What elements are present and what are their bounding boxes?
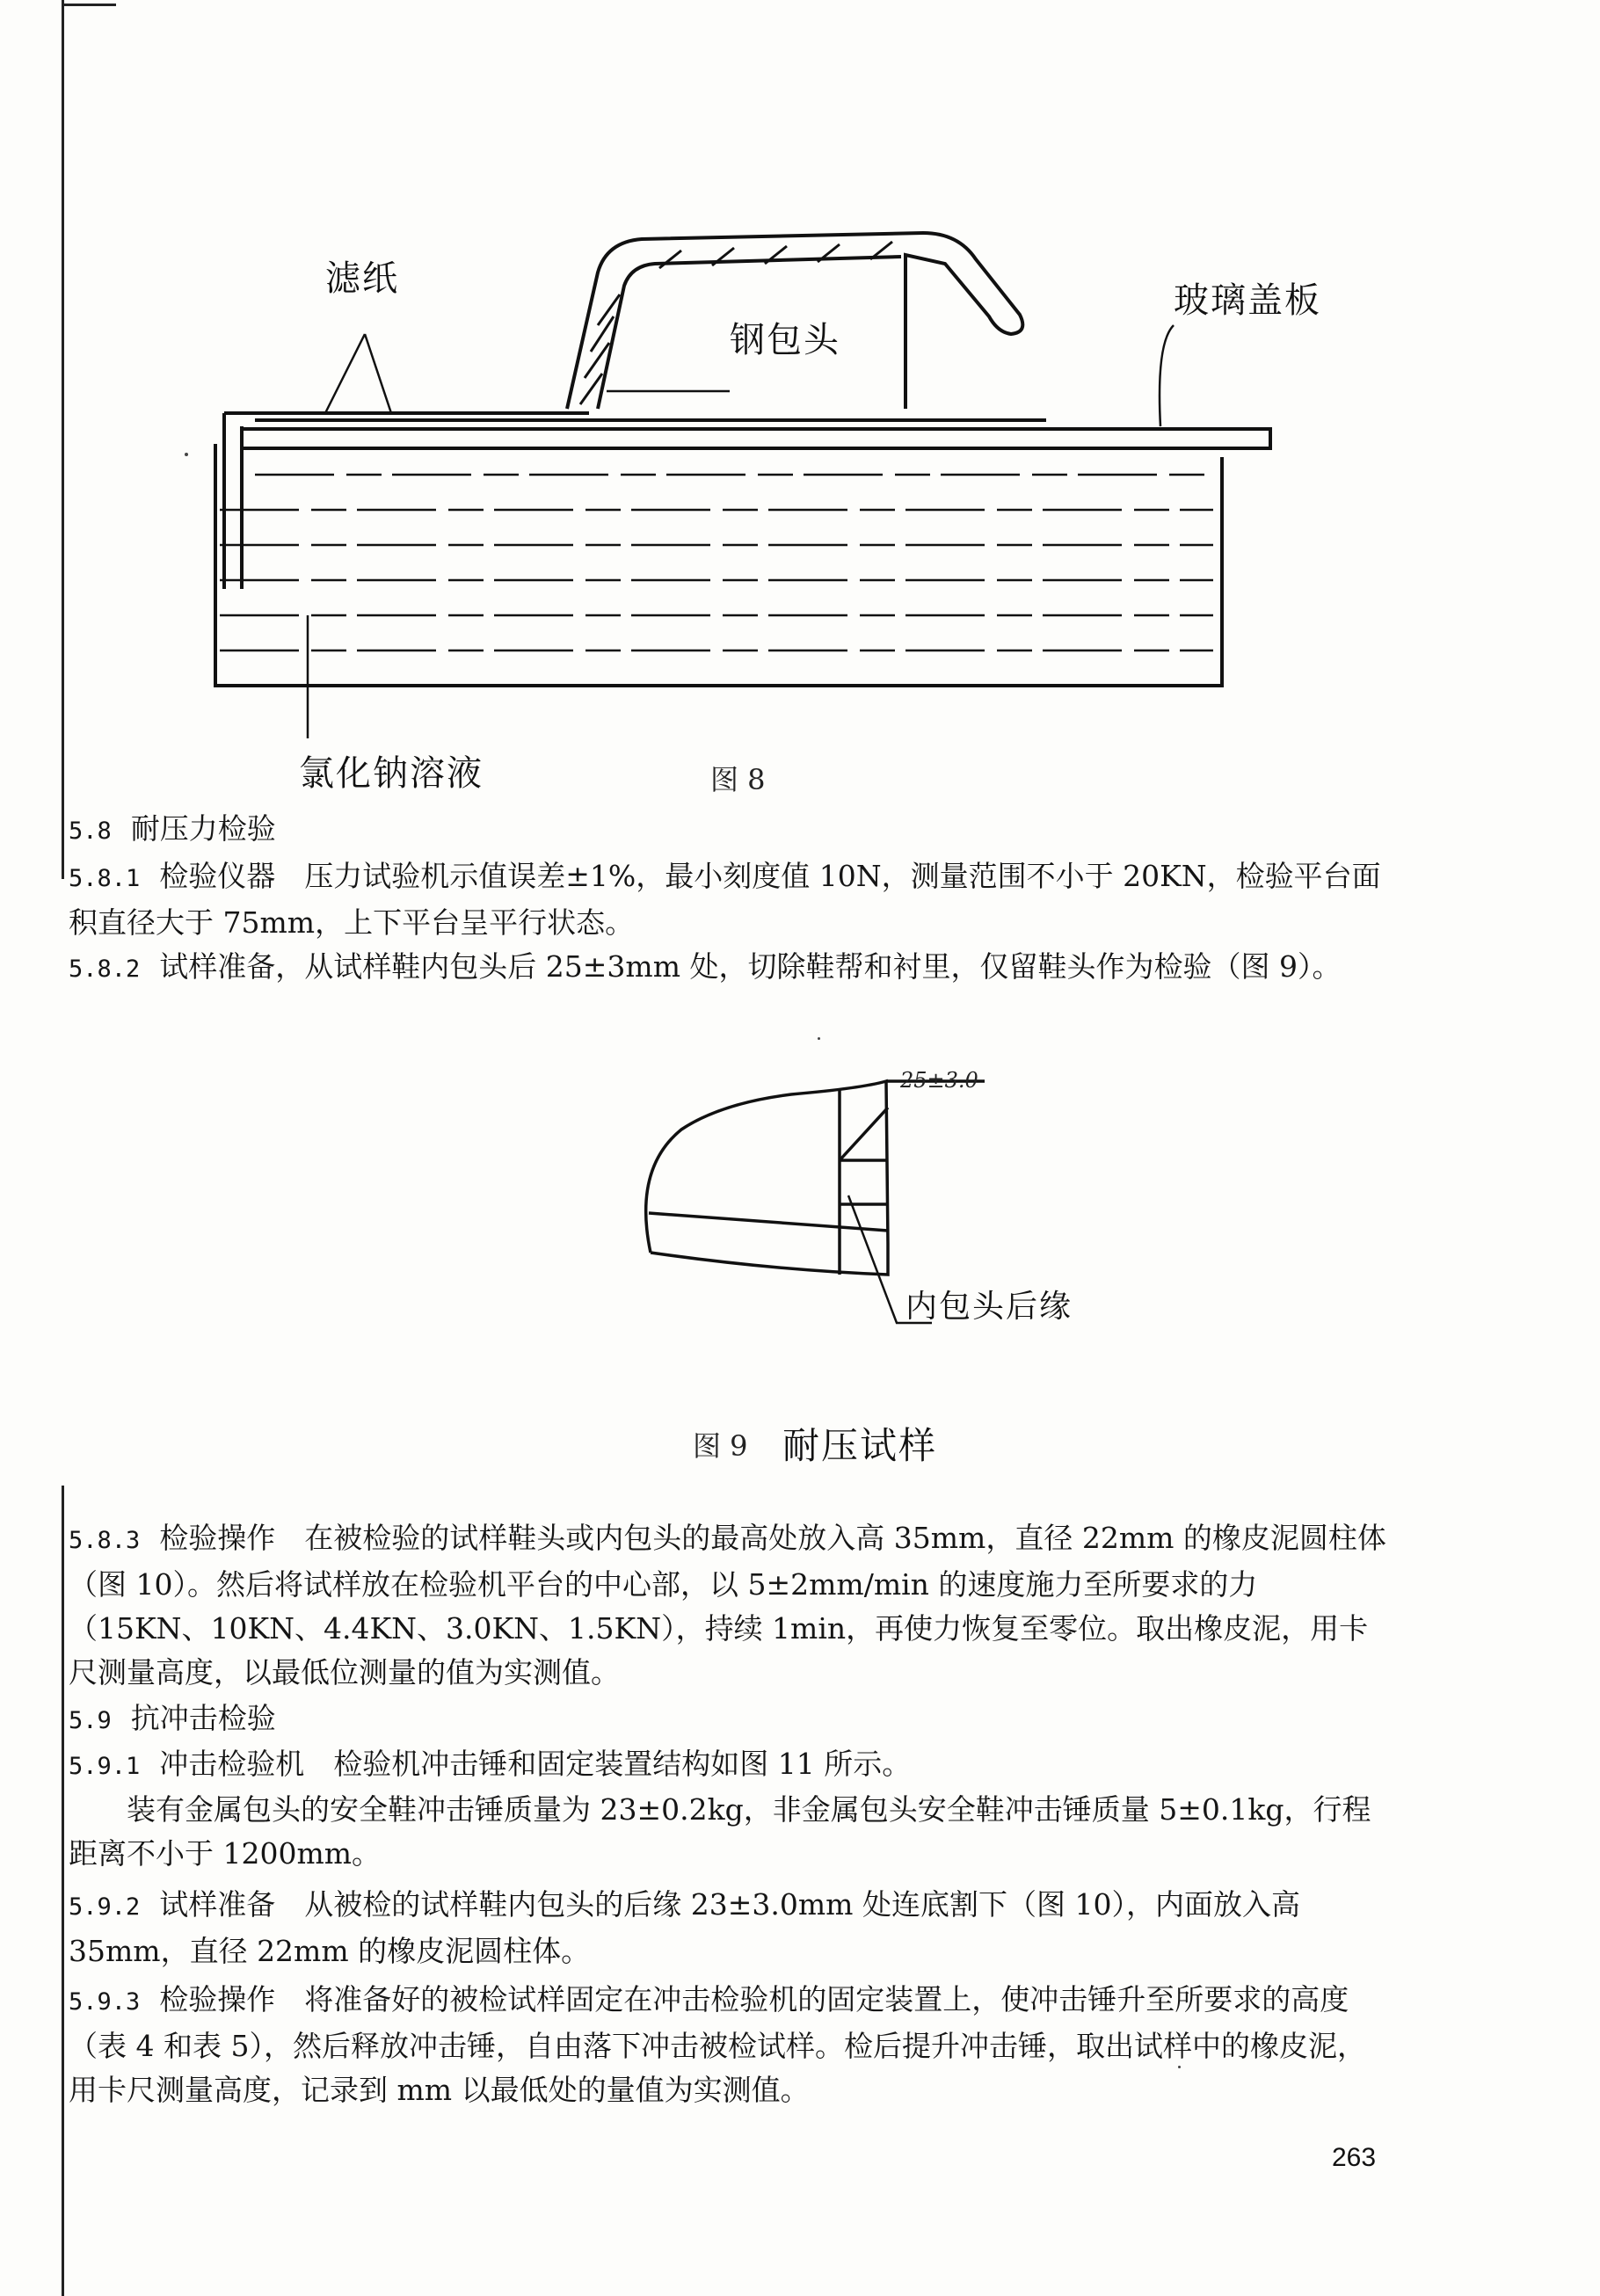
- label-nacl-solution: 氯化钠溶液: [299, 753, 484, 794]
- scan-speck: [1178, 2066, 1181, 2068]
- figure-9-caption-title: 耐压试样: [782, 1424, 938, 1467]
- section-5-8-1: 5.8.1 检验仪器 压力试验机示值误差±1%，最小刻度值 10N，测量范围不小于 20KN，检验平台面积直径大于 75mm，上下平台呈平行状态。: [69, 859, 1381, 940]
- figure-9-dimension: 25±3.0: [900, 1068, 978, 1093]
- scan-speck: [818, 1037, 820, 1040]
- section-heading-5-9: 5.9 抗冲击检验: [69, 1701, 276, 1735]
- figure-8-caption: 图 8: [710, 763, 766, 796]
- scan-speck: [185, 453, 188, 456]
- section-5-9-1: 5.9.1 冲击检验机 检验机冲击锤和固定装置结构如图 11 所示。: [69, 1747, 912, 1781]
- section-5-9-1-body: 装有金属包头的安全鞋冲击锤质量为 23±0.2kg，非金属包头安全鞋冲击锤质量 5±0.1kg，行程距离不小于 1200mm。: [69, 1792, 1371, 1871]
- label-inner-toe-edge: 内包头后缘: [905, 1289, 1073, 1325]
- label-glass-plate: 玻璃盖板: [1174, 280, 1321, 321]
- figure-9-caption-number: 图 9: [693, 1429, 748, 1463]
- margin-line-bottom: [62, 1486, 64, 2296]
- section-5-9-3: 5.9.3 检验操作 将准备好的被检试样固定在冲击检验机的固定装置上，使冲击锤升至所要求的高度（表 4 和表 5），然后释放冲击锤，自由落下冲击被检试样。检后提升冲击锤，取出试样中的橡皮泥，用卡尺测量高度，记录到 mm 以最低处的量值为实测值。: [69, 1982, 1366, 2107]
- label-steel-toe: 钢包头: [730, 320, 840, 360]
- section-5-9-2: 5.9.2 试样准备 从被检的试样鞋内包头的后缘 23±3.0mm 处连底割下（图 10），内面放入高 35mm，直径 22mm 的橡皮泥圆柱体。: [69, 1887, 1300, 1968]
- section-5-8-3: 5.8.3 检验操作 在被检验的试样鞋头或内包头的最高处放入高 35mm，直径 22mm 的橡皮泥圆柱体（图 10）。然后将试样放在检验机平台的中心部，以 5±2mm/min 的速度施力至所要求的力（15KN、10KN、4.4KN、3.0KN、1.5KN），持续 1min，再使力恢复至零位。取出橡皮泥，用卡尺测量高度，以最低位测量的值为实测值。: [69, 1521, 1386, 1689]
- margin-line-top: [62, 0, 64, 879]
- section-5-8-2: 5.8.2 试样准备，从试样鞋内包头后 25±3mm 处，切除鞋帮和衬里，仅留鞋头作为检验（图 9）。: [69, 949, 1342, 984]
- margin-tick: [63, 4, 116, 6]
- page-number: 263: [1332, 2143, 1377, 2172]
- section-heading-5-8: 5.8 耐压力检验: [69, 811, 276, 846]
- label-filter-paper: 滤纸: [325, 258, 399, 299]
